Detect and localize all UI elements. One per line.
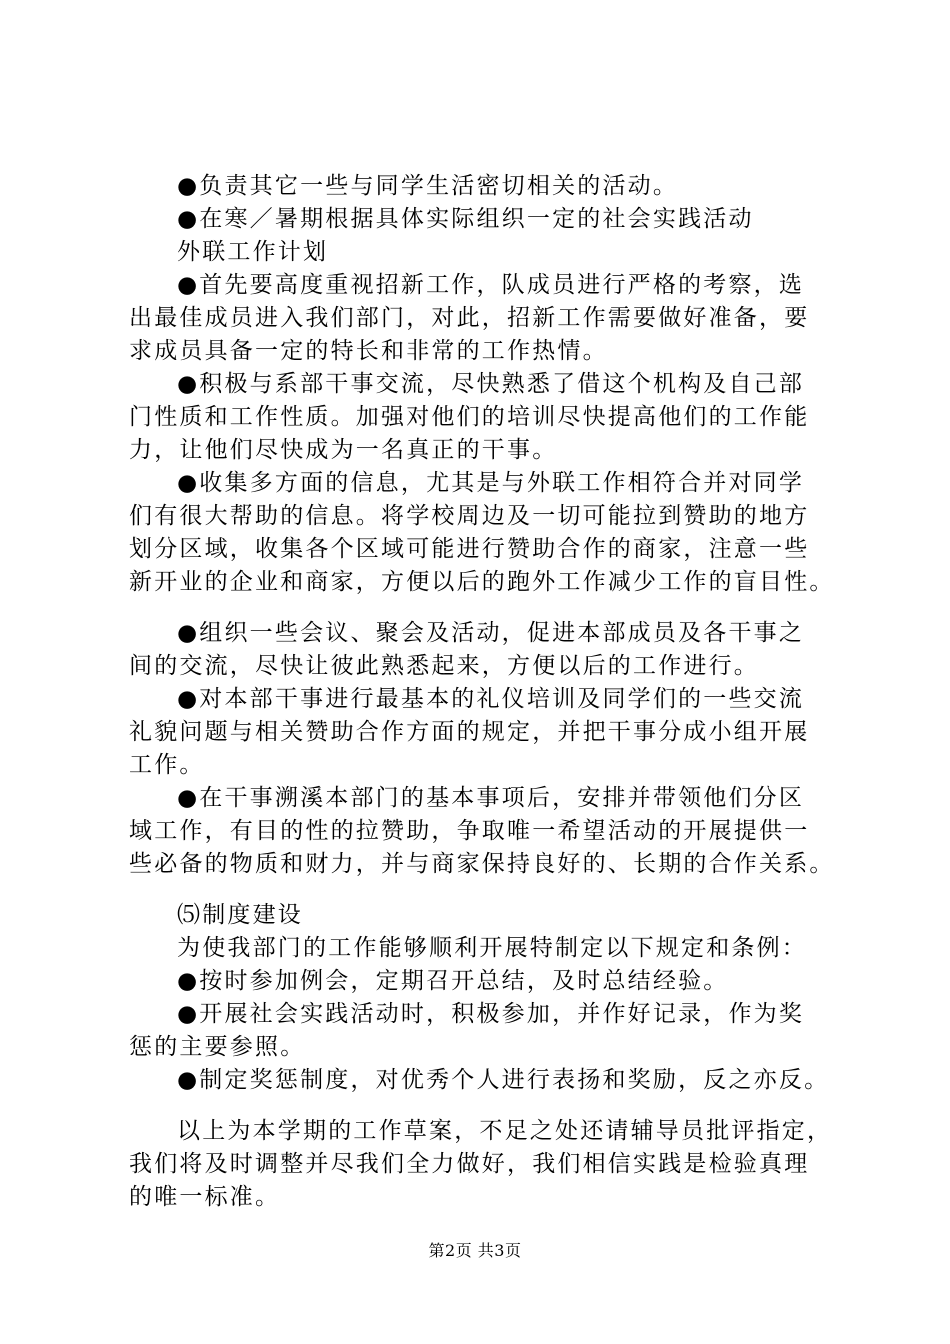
text-line: 我们将及时调整并尽我们全力做好，我们相信实践是检验真理	[129, 1151, 810, 1177]
page-footer: 第2页 共3页	[428, 1241, 522, 1260]
text-line: ●对本部干事进行最基本的礼仪培训及同学们的一些交流	[177, 686, 805, 712]
text-line: ●按时参加例会，定期召开总结，及时总结经验。	[177, 968, 729, 994]
text-line: 间的交流，尽快让彼此熟悉起来，方便以后的工作进行。	[129, 653, 759, 679]
text-line: 以上为本学期的工作草案，不足之处还请辅导员批评指定，	[177, 1118, 833, 1144]
text-line: 礼貌问题与相关赞助合作方面的规定，并把干事分成小组开展	[129, 719, 810, 745]
text-line: 划分区域，收集各个区域可能进行赞助合作的商家，注意一些	[129, 536, 810, 562]
text-line: 惩的主要参照。	[129, 1034, 306, 1060]
text-line: ●制定奖惩制度，对优秀个人进行表扬和奖励，反之亦反。	[177, 1067, 830, 1093]
text-line: ●负责其它一些与同学生活密切相关的活动。	[177, 173, 679, 199]
text-line: ●开展社会实践活动时，积极参加，并作好记录，作为奖	[177, 1001, 805, 1027]
text-line: ●首先要高度重视招新工作，队成员进行严格的考察，选	[177, 272, 805, 298]
text-line: 工作。	[129, 752, 205, 778]
text-line: 的唯一标准。	[129, 1184, 281, 1210]
text-line: ●组织一些会议、聚会及活动，促进本部成员及各干事之	[177, 620, 805, 646]
text-line: 求成员具备一定的特长和非常的工作热情。	[129, 338, 608, 364]
text-line: 力，让他们尽快成为一名真正的干事。	[129, 437, 558, 463]
text-line: 域工作，有目的性的拉赞助，争取唯一希望活动的开展提供一	[129, 818, 810, 844]
text-line: ●积极与系部干事交流，尽快熟悉了借这个机构及自己部	[177, 371, 805, 397]
section-heading: 外联工作计划	[177, 239, 329, 265]
text-line: 些必备的物质和财力，并与商家保持良好的、长期的合作关系。	[129, 851, 835, 877]
text-line: ●收集多方面的信息，尤其是与外联工作相符合并对同学	[177, 470, 805, 496]
text-line: 出最佳成员进入我们部门，对此，招新工作需要做好准备，要	[129, 305, 810, 331]
text-line: 为使我部门的工作能够顺利开展特制定以下规定和条例：	[177, 935, 807, 961]
text-line: ●在寒／暑期根据具体实际组织一定的社会实践活动	[177, 206, 754, 232]
text-line: ●在干事溯溪本部门的基本事项后，安排并带领他们分区	[177, 785, 805, 811]
text-line: 们有很大帮助的信息。将学校周边及一切可能拉到赞助的地方	[129, 503, 810, 529]
text-line: 门性质和工作性质。加强对他们的培训尽快提高他们的工作能	[129, 404, 810, 430]
section-heading: ⑸制度建设	[177, 902, 303, 928]
text-line: 新开业的企业和商家，方便以后的跑外工作减少工作的盲目性。	[129, 569, 835, 595]
